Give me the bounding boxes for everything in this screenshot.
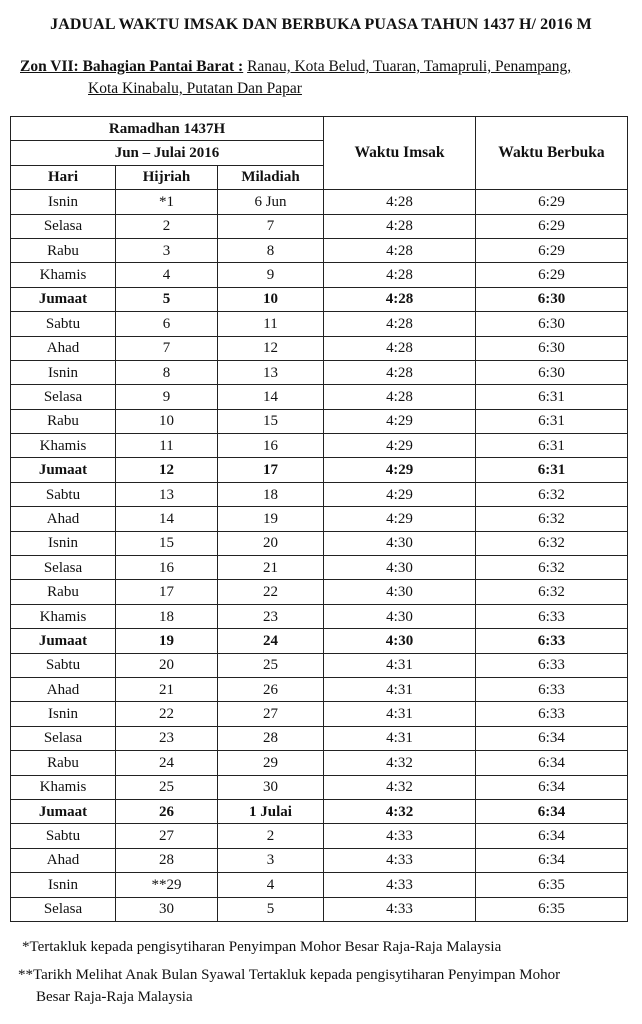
table-row xyxy=(11,360,628,384)
cell-imsak: 4:28 xyxy=(324,190,476,214)
table-row xyxy=(11,751,628,775)
cell-hijriah: 23 xyxy=(116,726,218,750)
footnote-2 xyxy=(18,964,633,1008)
table-row xyxy=(11,287,628,311)
table-row xyxy=(11,336,628,360)
cell-imsak: 4:32 xyxy=(324,751,476,775)
cell-hari: Rabu xyxy=(11,409,116,433)
cell-hijriah: 8 xyxy=(116,360,218,384)
cell-hari: Rabu xyxy=(11,580,116,604)
cell-hari: Jumaat xyxy=(11,287,116,311)
cell-berbuka: 6:32 xyxy=(476,580,628,604)
cell-imsak: 4:28 xyxy=(324,312,476,336)
cell-miladiah: 24 xyxy=(218,629,324,653)
zone-areas-line1: Ranau, Kota Belud, Tuaran, Tamapruli, Penampang, xyxy=(247,58,572,75)
cell-berbuka: 6:30 xyxy=(476,360,628,384)
header-ramadhan: Ramadhan 1437H xyxy=(11,117,324,141)
cell-miladiah: 28 xyxy=(218,726,324,750)
cell-hari: Isnin xyxy=(11,190,116,214)
cell-hari: Jumaat xyxy=(11,629,116,653)
header-hijriah: Hijriah xyxy=(116,165,218,189)
cell-miladiah: 1 Julai xyxy=(218,799,324,823)
cell-hari: Sabtu xyxy=(11,482,116,506)
cell-imsak: 4:30 xyxy=(324,604,476,628)
cell-imsak: 4:31 xyxy=(324,702,476,726)
table-row xyxy=(11,238,628,262)
cell-berbuka: 6:33 xyxy=(476,702,628,726)
cell-miladiah: 3 xyxy=(218,848,324,872)
footnote-2-line2: Besar Raja-Raja Malaysia xyxy=(36,989,193,1005)
cell-imsak: 4:28 xyxy=(324,287,476,311)
cell-hari: Sabtu xyxy=(11,824,116,848)
cell-hijriah: 28 xyxy=(116,848,218,872)
cell-berbuka: 6:35 xyxy=(476,897,628,921)
cell-imsak: 4:31 xyxy=(324,726,476,750)
cell-berbuka: 6:34 xyxy=(476,848,628,872)
table-row xyxy=(11,873,628,897)
table-row xyxy=(11,799,628,823)
cell-imsak: 4:28 xyxy=(324,238,476,262)
cell-hijriah: 3 xyxy=(116,238,218,262)
cell-berbuka: 6:34 xyxy=(476,726,628,750)
footnote-1: *Tertakluk kepada pengisytiharan Penyimpan Mohor Besar Raja-Raja Malaysia xyxy=(22,939,502,955)
cell-imsak: 4:29 xyxy=(324,482,476,506)
table-header xyxy=(11,117,628,190)
table-row xyxy=(11,409,628,433)
cell-imsak: 4:29 xyxy=(324,434,476,458)
cell-hari: Isnin xyxy=(11,531,116,555)
cell-hijriah: 25 xyxy=(116,775,218,799)
zone-areas-line2: Kota Kinabalu, Putatan Dan Papar xyxy=(88,80,302,97)
cell-miladiah: 16 xyxy=(218,434,324,458)
cell-hari: Jumaat xyxy=(11,799,116,823)
cell-miladiah: 20 xyxy=(218,531,324,555)
cell-hari: Rabu xyxy=(11,238,116,262)
table-row xyxy=(11,482,628,506)
cell-berbuka: 6:33 xyxy=(476,629,628,653)
cell-hijriah: 12 xyxy=(116,458,218,482)
cell-berbuka: 6:29 xyxy=(476,190,628,214)
cell-miladiah: 11 xyxy=(218,312,324,336)
cell-miladiah: 30 xyxy=(218,775,324,799)
table-row xyxy=(11,434,628,458)
cell-imsak: 4:30 xyxy=(324,556,476,580)
cell-hijriah: 5 xyxy=(116,287,218,311)
cell-hijriah: 6 xyxy=(116,312,218,336)
cell-hijriah: 4 xyxy=(116,263,218,287)
cell-hijriah: 20 xyxy=(116,653,218,677)
cell-hijriah: 11 xyxy=(116,434,218,458)
cell-imsak: 4:28 xyxy=(324,214,476,238)
cell-hari: Ahad xyxy=(11,848,116,872)
cell-miladiah: 15 xyxy=(218,409,324,433)
cell-hijriah: 21 xyxy=(116,677,218,701)
cell-imsak: 4:30 xyxy=(324,531,476,555)
cell-hijriah: 9 xyxy=(116,385,218,409)
cell-miladiah: 2 xyxy=(218,824,324,848)
header-waktu-berbuka: Waktu Berbuka xyxy=(476,117,628,190)
header-months: Jun – Julai 2016 xyxy=(11,141,324,165)
cell-hijriah: 18 xyxy=(116,604,218,628)
cell-imsak: 4:28 xyxy=(324,360,476,384)
cell-berbuka: 6:31 xyxy=(476,434,628,458)
cell-berbuka: 6:32 xyxy=(476,531,628,555)
cell-hijriah: 13 xyxy=(116,482,218,506)
cell-imsak: 4:29 xyxy=(324,409,476,433)
cell-miladiah: 27 xyxy=(218,702,324,726)
table-row xyxy=(11,531,628,555)
header-miladiah: Miladiah xyxy=(218,165,324,189)
cell-hari: Selasa xyxy=(11,726,116,750)
cell-hari: Isnin xyxy=(11,360,116,384)
cell-miladiah: 12 xyxy=(218,336,324,360)
cell-imsak: 4:31 xyxy=(324,677,476,701)
cell-hijriah: **29 xyxy=(116,873,218,897)
cell-berbuka: 6:31 xyxy=(476,409,628,433)
cell-berbuka: 6:30 xyxy=(476,336,628,360)
cell-hari: Selasa xyxy=(11,556,116,580)
cell-hari: Isnin xyxy=(11,702,116,726)
cell-hijriah: 26 xyxy=(116,799,218,823)
table-row xyxy=(11,775,628,799)
cell-hijriah: 24 xyxy=(116,751,218,775)
cell-imsak: 4:28 xyxy=(324,336,476,360)
cell-berbuka: 6:34 xyxy=(476,775,628,799)
table-row xyxy=(11,580,628,604)
cell-imsak: 4:33 xyxy=(324,873,476,897)
cell-hijriah: 14 xyxy=(116,507,218,531)
table-row xyxy=(11,848,628,872)
cell-hijriah: 7 xyxy=(116,336,218,360)
header-waktu-imsak: Waktu Imsak xyxy=(324,117,476,190)
cell-miladiah: 23 xyxy=(218,604,324,628)
cell-miladiah: 13 xyxy=(218,360,324,384)
cell-miladiah: 6 Jun xyxy=(218,190,324,214)
cell-berbuka: 6:34 xyxy=(476,751,628,775)
cell-berbuka: 6:30 xyxy=(476,287,628,311)
table-row xyxy=(11,604,628,628)
cell-miladiah: 18 xyxy=(218,482,324,506)
cell-hari: Selasa xyxy=(11,385,116,409)
table-body xyxy=(11,190,628,922)
table-row xyxy=(11,824,628,848)
cell-hijriah: 2 xyxy=(116,214,218,238)
cell-miladiah: 22 xyxy=(218,580,324,604)
cell-berbuka: 6:35 xyxy=(476,873,628,897)
cell-berbuka: 6:31 xyxy=(476,385,628,409)
zone-label: Zon VII: Bahagian Pantai Barat : xyxy=(20,58,244,75)
table-row xyxy=(11,385,628,409)
cell-berbuka: 6:33 xyxy=(476,604,628,628)
cell-berbuka: 6:29 xyxy=(476,214,628,238)
cell-miladiah: 29 xyxy=(218,751,324,775)
cell-hijriah: 27 xyxy=(116,824,218,848)
table-row xyxy=(11,556,628,580)
table-row xyxy=(11,458,628,482)
cell-berbuka: 6:32 xyxy=(476,507,628,531)
table-row xyxy=(11,629,628,653)
document-title: JADUAL WAKTU IMSAK DAN BERBUKA PUASA TAHUN 1437 H/ 2016 M xyxy=(50,16,592,33)
cell-berbuka: 6:32 xyxy=(476,482,628,506)
cell-berbuka: 6:34 xyxy=(476,824,628,848)
cell-miladiah: 9 xyxy=(218,263,324,287)
cell-miladiah: 26 xyxy=(218,677,324,701)
cell-hari: Khamis xyxy=(11,604,116,628)
cell-miladiah: 25 xyxy=(218,653,324,677)
cell-imsak: 4:33 xyxy=(324,848,476,872)
cell-hari: Sabtu xyxy=(11,653,116,677)
cell-hari: Rabu xyxy=(11,751,116,775)
cell-hari: Ahad xyxy=(11,677,116,701)
cell-hari: Jumaat xyxy=(11,458,116,482)
cell-berbuka: 6:33 xyxy=(476,677,628,701)
cell-hijriah: 30 xyxy=(116,897,218,921)
cell-hari: Selasa xyxy=(11,897,116,921)
cell-hari: Isnin xyxy=(11,873,116,897)
cell-hari: Sabtu xyxy=(11,312,116,336)
cell-miladiah: 19 xyxy=(218,507,324,531)
table-row xyxy=(11,653,628,677)
footnote-2-line1: **Tarikh Melihat Anak Bulan Syawal Tertakluk kepada pengisytiharan Penyimpan Mohor xyxy=(18,967,561,983)
table-row xyxy=(11,702,628,726)
cell-hijriah: *1 xyxy=(116,190,218,214)
table-row xyxy=(11,897,628,921)
cell-hijriah: 22 xyxy=(116,702,218,726)
table-row xyxy=(11,312,628,336)
cell-miladiah: 21 xyxy=(218,556,324,580)
cell-imsak: 4:29 xyxy=(324,458,476,482)
cell-hari: Khamis xyxy=(11,775,116,799)
cell-berbuka: 6:29 xyxy=(476,263,628,287)
cell-hari: Selasa xyxy=(11,214,116,238)
cell-berbuka: 6:33 xyxy=(476,653,628,677)
cell-imsak: 4:30 xyxy=(324,580,476,604)
table-row xyxy=(11,726,628,750)
header-hari: Hari xyxy=(11,165,116,189)
cell-hari: Ahad xyxy=(11,336,116,360)
schedule-table xyxy=(10,116,628,922)
cell-miladiah: 5 xyxy=(218,897,324,921)
table-row xyxy=(11,677,628,701)
cell-hijriah: 15 xyxy=(116,531,218,555)
cell-berbuka: 6:30 xyxy=(476,312,628,336)
table-row xyxy=(11,214,628,238)
cell-berbuka: 6:34 xyxy=(476,799,628,823)
cell-imsak: 4:33 xyxy=(324,897,476,921)
table-row xyxy=(11,190,628,214)
cell-hijriah: 19 xyxy=(116,629,218,653)
cell-miladiah: 7 xyxy=(218,214,324,238)
table-row xyxy=(11,263,628,287)
cell-berbuka: 6:29 xyxy=(476,238,628,262)
cell-imsak: 4:28 xyxy=(324,385,476,409)
cell-imsak: 4:28 xyxy=(324,263,476,287)
cell-imsak: 4:32 xyxy=(324,775,476,799)
cell-miladiah: 8 xyxy=(218,238,324,262)
cell-imsak: 4:32 xyxy=(324,799,476,823)
footnotes xyxy=(18,936,633,1008)
table-row xyxy=(11,507,628,531)
zone-info xyxy=(20,56,630,100)
cell-imsak: 4:30 xyxy=(324,629,476,653)
cell-imsak: 4:33 xyxy=(324,824,476,848)
cell-hijriah: 10 xyxy=(116,409,218,433)
cell-hijriah: 17 xyxy=(116,580,218,604)
cell-imsak: 4:31 xyxy=(324,653,476,677)
cell-miladiah: 17 xyxy=(218,458,324,482)
cell-imsak: 4:29 xyxy=(324,507,476,531)
cell-miladiah: 10 xyxy=(218,287,324,311)
cell-miladiah: 14 xyxy=(218,385,324,409)
cell-miladiah: 4 xyxy=(218,873,324,897)
cell-berbuka: 6:32 xyxy=(476,556,628,580)
cell-hari: Khamis xyxy=(11,263,116,287)
cell-hari: Khamis xyxy=(11,434,116,458)
cell-berbuka: 6:31 xyxy=(476,458,628,482)
cell-hijriah: 16 xyxy=(116,556,218,580)
cell-hari: Ahad xyxy=(11,507,116,531)
